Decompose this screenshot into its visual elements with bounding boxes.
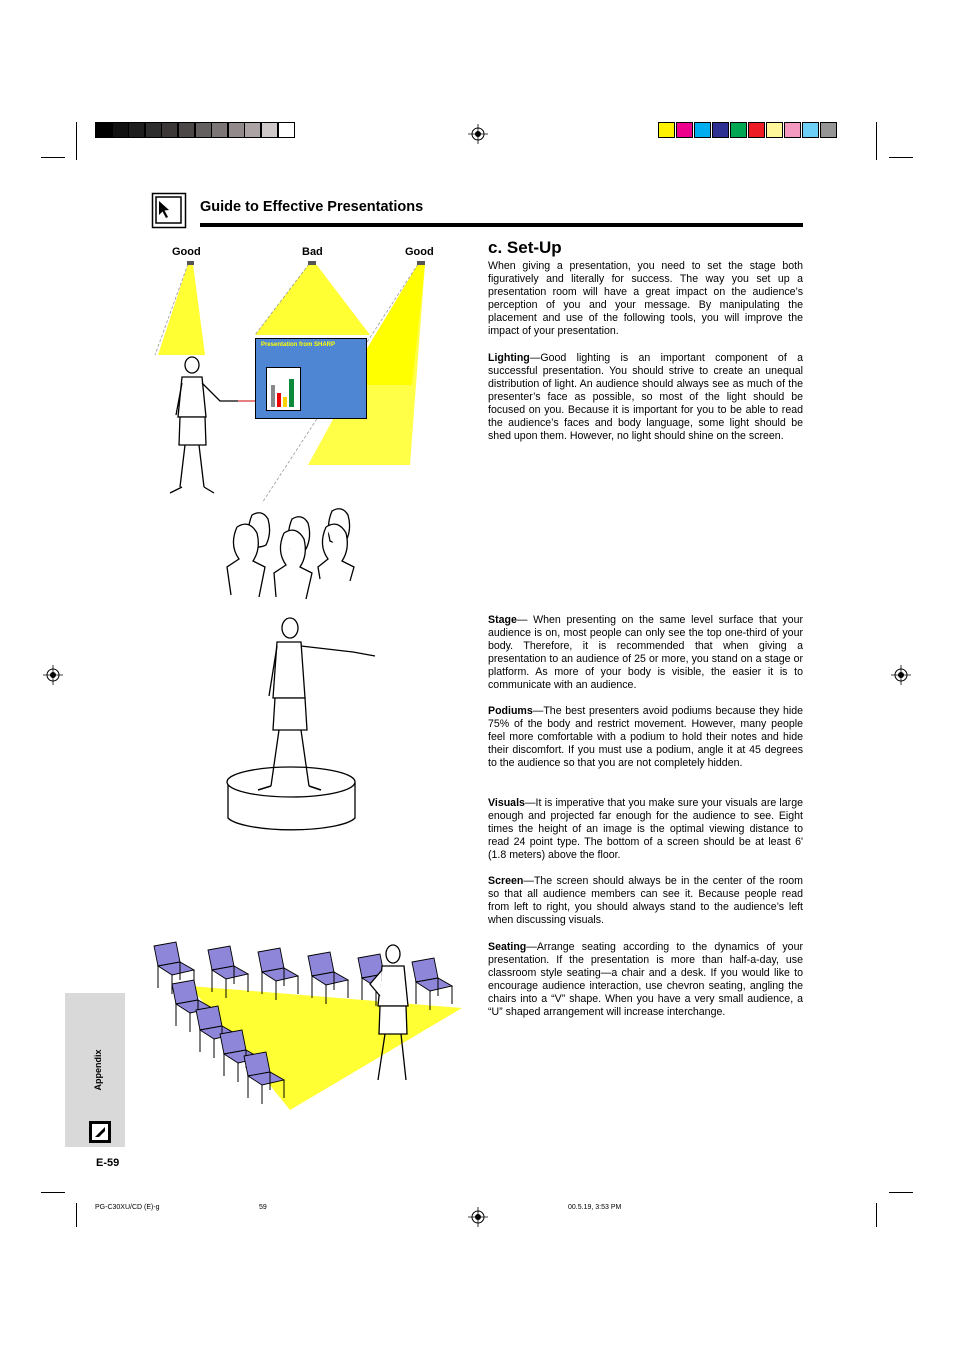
seating-paragraph [488, 941, 803, 1019]
section-title: Guide to Effective Presentations [200, 199, 424, 215]
gray-swatch [178, 122, 195, 138]
registration-target-icon [468, 124, 488, 144]
screen-paragraph [488, 875, 803, 927]
page-number: E-59 [96, 1157, 120, 1169]
lighting-term: Lighting [488, 352, 530, 364]
gray-swatch [112, 122, 129, 138]
registration-target-icon [468, 1207, 488, 1227]
lighting-text: —Good lighting is an important component of a successful presentation. You should strive to create an unequal distribution of light. An audience should always see as much of the presenter’s face as possible, so most of the light should be focused on you. Because it is important for you to be able to read the audience’s faces and body language, some light should be shed upon them. However, no light should shine on the screen. [488, 352, 803, 442]
color-swatch [658, 122, 675, 138]
gray-swatch [211, 122, 228, 138]
gray-swatch [95, 122, 112, 138]
visuals-text: —It is imperative that you make sure your visuals are large enough and projected far enough for the audience to see. Eight times the height of an image is the optimal viewing distance to read 24 point type. The bottom of a screen should be at least 6' (1.8 meters) above the floor. [488, 797, 803, 861]
stage-paragraph [488, 614, 803, 692]
stage-text: — When presenting on the same level surface that your audience is on, most people can only see the top one-third of your body. Therefore, it is recommended that when giving a presentation to an audience of 25 or more, you stand on a stage or platform. As more of your body is visible, the easier it is to communicate with an audience. [488, 614, 803, 691]
screen-caption: Presentation from SHARP [261, 342, 336, 348]
color-swatch [676, 122, 693, 138]
gray-swatch [145, 122, 162, 138]
footer-timestamp: 00.5.19, 3:53 PM [568, 1204, 622, 1211]
presentation-guide-icon [152, 193, 186, 228]
footer-file-name: PG-C30XU/CD (E)-g [95, 1204, 160, 1211]
footer-sheet-number: 59 [259, 1204, 267, 1211]
color-swatch [802, 122, 819, 138]
gray-swatch [244, 122, 261, 138]
gray-swatch [261, 122, 278, 138]
visuals-paragraph [488, 797, 803, 862]
stage-term: Stage [488, 614, 517, 626]
podiums-term: Podiums [488, 705, 533, 717]
color-swatch [766, 122, 783, 138]
chair [412, 958, 452, 1010]
gray-swatch [278, 122, 295, 138]
color-swatch [712, 122, 729, 138]
label-good-left: Good [172, 246, 201, 258]
registration-target-icon [43, 665, 63, 685]
set-up-heading: c. Set-Up [488, 238, 562, 257]
podiums-text: —The best presenters avoid podiums because they hide 75% of the body and restrict movement. However, many people feel more comfortable with a podium to hold their notes and hide their discomfort. If you must use a podium, angle it at 45 degrees to the audience so that you are not completely hidden. [488, 705, 803, 769]
screen-term: Screen [488, 875, 524, 887]
visuals-term: Visuals [488, 797, 525, 809]
label-bad: Bad [302, 246, 323, 258]
seating-text: —Arrange seating according to the dynamics of your presentation. If the presentation is more than half-a-day, use classroom style seating—a chair and a desk. If you would like to encourage audience interaction, use chevron seating, angling the chairs into a “V” shape. When you have a very small audience, a “U” shaped arrangement will increase interchange. [488, 941, 803, 1018]
bar-chart-icon [266, 367, 301, 411]
crop-mark [41, 1192, 65, 1193]
crop-mark [41, 157, 65, 158]
intro-text: When giving a presentation, you need to set the stage both figuratively and literally for success. The way you set up a presentation room will have a great impact on the audience’s perception of you and your message. By manipulating the placement and use of the following tools, you will improve the impact of your presentation. [488, 260, 803, 337]
podiums-paragraph [488, 705, 803, 770]
gray-swatch [195, 122, 212, 138]
seating-illustration [150, 940, 465, 1115]
color-swatch [730, 122, 747, 138]
audience-illustration [222, 505, 382, 605]
color-swatch [820, 122, 837, 138]
color-swatch [748, 122, 765, 138]
crop-mark [889, 157, 913, 158]
crop-mark [76, 1203, 77, 1227]
label-good-right: Good [405, 246, 434, 258]
appendix-icon [89, 1121, 111, 1143]
crop-mark [889, 1192, 913, 1193]
seating-term: Seating [488, 941, 527, 953]
gray-swatch [128, 122, 145, 138]
lighting-paragraph [488, 352, 803, 443]
registration-target-icon [891, 665, 911, 685]
color-swatch [694, 122, 711, 138]
gray-swatch [228, 122, 245, 138]
header-rule [200, 223, 803, 227]
crop-mark [876, 1203, 877, 1227]
gray-swatch [161, 122, 178, 138]
projection-screen [255, 338, 367, 419]
crop-mark [876, 122, 877, 160]
intro-paragraph [488, 260, 803, 338]
stage-illustration [225, 612, 385, 840]
appendix-label: Appendix [93, 1049, 103, 1091]
screen-text: —The screen should always be in the center of the room so that all audience members can see it. Because people read from left to right, you should always stand to the audience’s left when discussing visuals. [488, 875, 803, 926]
color-swatch [784, 122, 801, 138]
crop-mark [76, 122, 77, 160]
